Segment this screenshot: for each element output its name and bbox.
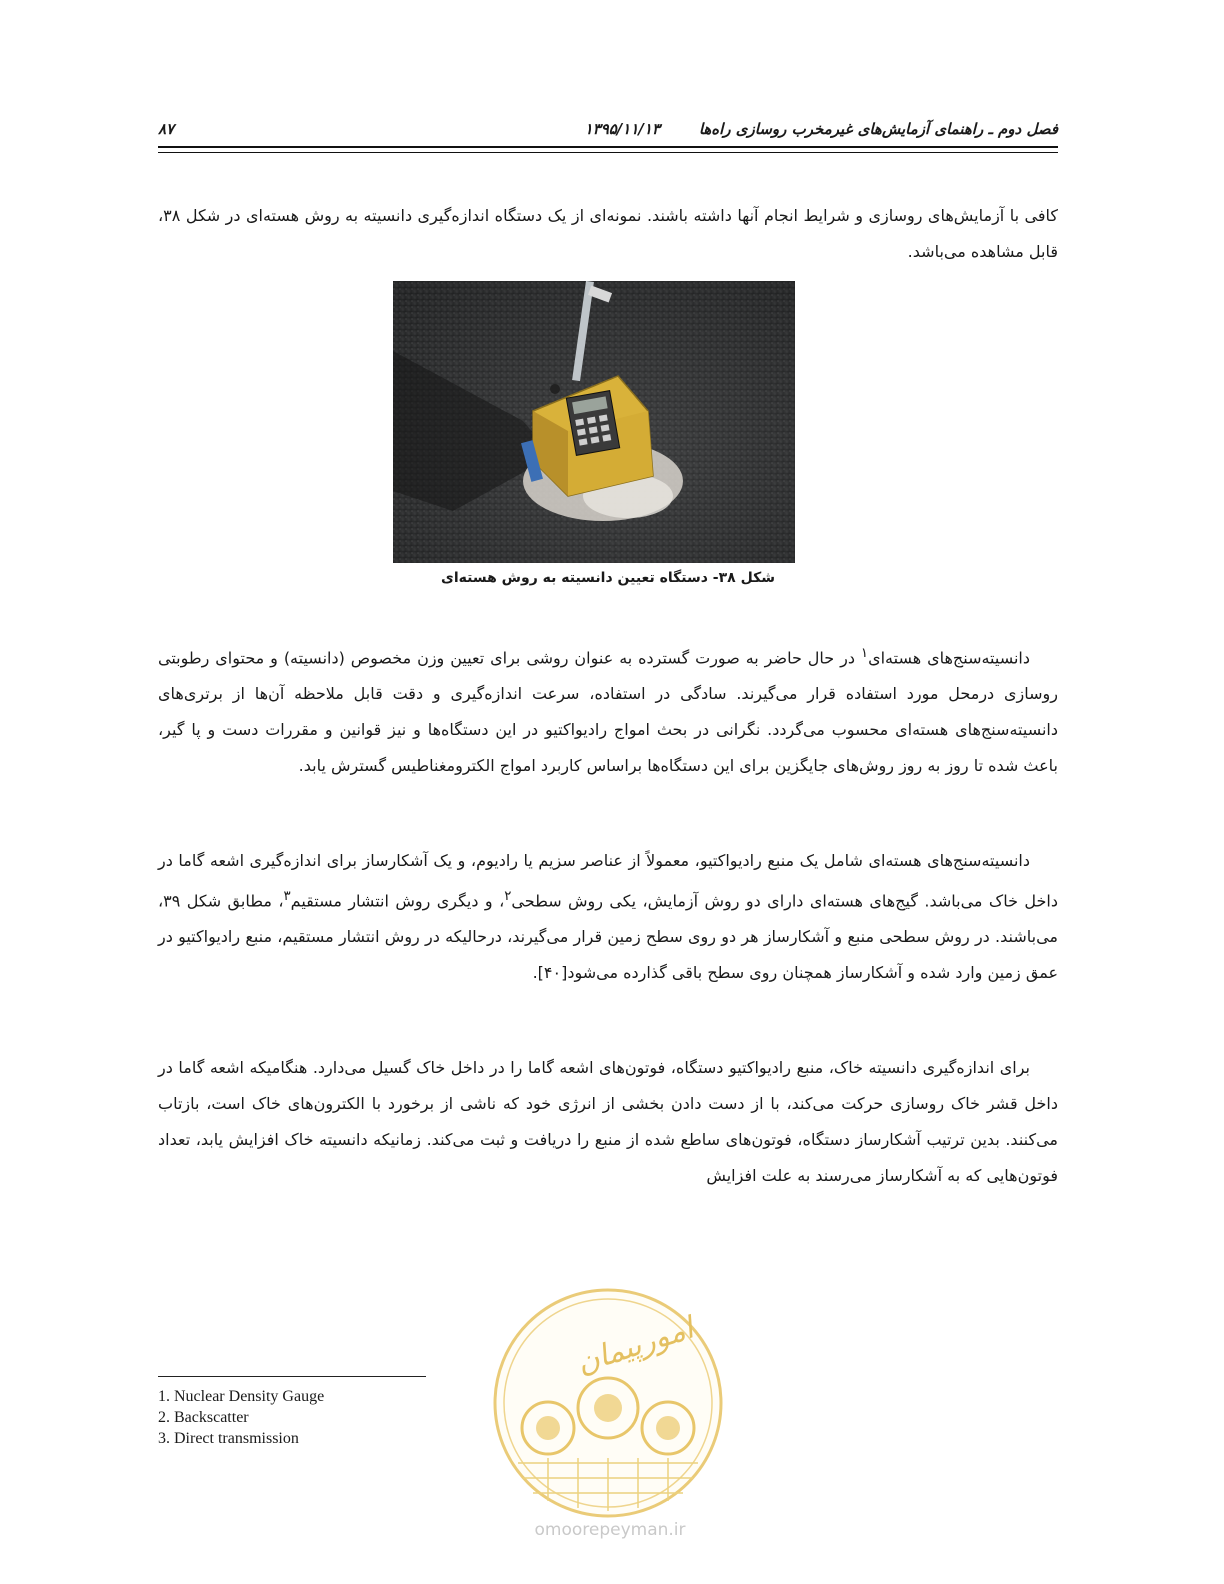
watermark-logo (488, 1283, 728, 1523)
footnote-1: 1. Nuclear Density Gauge (158, 1388, 325, 1405)
paragraph-nuclear-gauges (158, 636, 1058, 784)
footnote-rule (158, 1376, 426, 1377)
paragraph-text: دانسیته‌سنج‌های هسته‌ای (868, 648, 1031, 668)
paragraph-text: در حال حاضر به صورت گسترده به عنوان روشی برای تعیین وزن مخصوص (دانسیته) و محتوای رطوبتی روسازی درمحل مورد استفاده قرار می‌گیرند. سادگی در استفاده، سرعت اندازه‌گیری و دقت قابل ملاحظه آن‌ها از برتری‌های دانسیته‌سنج‌های هسته‌ای محسوب می‌گردد. نگرانی در بحث امواج رادیواکتیو در این دستگاه‌ها و نیز قوانین و مقررات دست و پا گیر، باعث شده تا روز به روز روش‌های جایگزین برای این دستگاه‌ها براساس کاربرد امواج الکترومغناطیس گسترش یابد. (158, 648, 1058, 776)
header-rule-thick (158, 146, 1058, 148)
paragraph-text: دانسیته‌سنج‌های هسته‌ای شامل یک منبع رادیواکتیو، معمولاً از عناصر سزیم یا رادیوم، و یک آشکارساز برای اندازه‌گیری اشعه گاما در داخل خاک می‌باشد. گیج‌های هسته‌ای دارای دو روش آزمایش، یکی روش سطحی (158, 851, 1058, 911)
chapter-title: فصل دوم ـ راهنمای آزمایش‌های غیرمخرب روسازی راه‌ها (698, 120, 1058, 138)
paragraph-gamma-measurement: برای اندازه‌گیری دانسیته خاک، منبع رادیواکتیو دستگاه، فوتون‌های اشعه گاما را در داخل خاک گسیل می‌دارد. هنگامیکه اشعه گاما در داخل قشر خاک روسازی حرکت می‌کند، با از دست دادن بخشی از انرژی خود که ناشی از برخورد با الکترون‌های خاک است، بازتاب می‌کنند. بدین ترتیب آشکارساز دستگاه، فوتون‌های ساطع شده از منبع را دریافت و ثبت می‌کند. زمانیکه دانسیته خاک افزایش یابد، تعداد فوتون‌هایی که به آشکارساز می‌رسند به علت افزایش (158, 1058, 1058, 1185)
header-date: ۱۳۹۵/۱۱/۱۳ (584, 120, 660, 138)
paragraph-intro: کافی با آزمایش‌های روسازی و شرایط انجام آنها داشته باشند. نمونه‌ای از یک دستگاه اندازه‌گیری دانسیته به روش هسته‌ای در شکل ۳۸، قابل مشاهده می‌باشد. (158, 206, 1058, 261)
footnotes (158, 1386, 324, 1449)
paragraph-text: ، مطابق شکل ۳۹، می‌باشند. در روش سطحی منبع و آشکارساز هر دو روی سطح زمین قرار می‌گیرند، درحالیکه در روش انتشار مستقیم، منبع رادیواکتیو در عمق زمین وارد شده و آشکارساز همچنان روی سطح باقی گذارده می‌شود[۴۰]. (158, 891, 1058, 983)
footnote-ref-1: ۱ (860, 646, 869, 661)
figure-nuclear-gauge-photo (393, 281, 795, 563)
figure-caption: شکل ۳۸- دستگاه تعیین دانسیته به روش هسته‌ای (441, 570, 775, 586)
watermark-logo-text: امورپیمان (572, 1310, 698, 1382)
radiation-symbol-icon (550, 384, 560, 394)
header-rule-thin (158, 152, 1058, 153)
footnote-2: 2. Backscatter (158, 1409, 249, 1426)
footnote-ref-3: ۳ (283, 889, 291, 904)
page-number: ۸۷ (158, 120, 175, 138)
watermark-url: omoorepeyman.ir (534, 1520, 686, 1540)
footnote-ref-2: ۲ (504, 889, 512, 904)
footnote-3: 3. Direct transmission (158, 1430, 299, 1447)
paragraph-gauge-components (158, 843, 1058, 991)
paragraph-text: ، و دیگری روش انتشار مستقیم (290, 891, 505, 911)
